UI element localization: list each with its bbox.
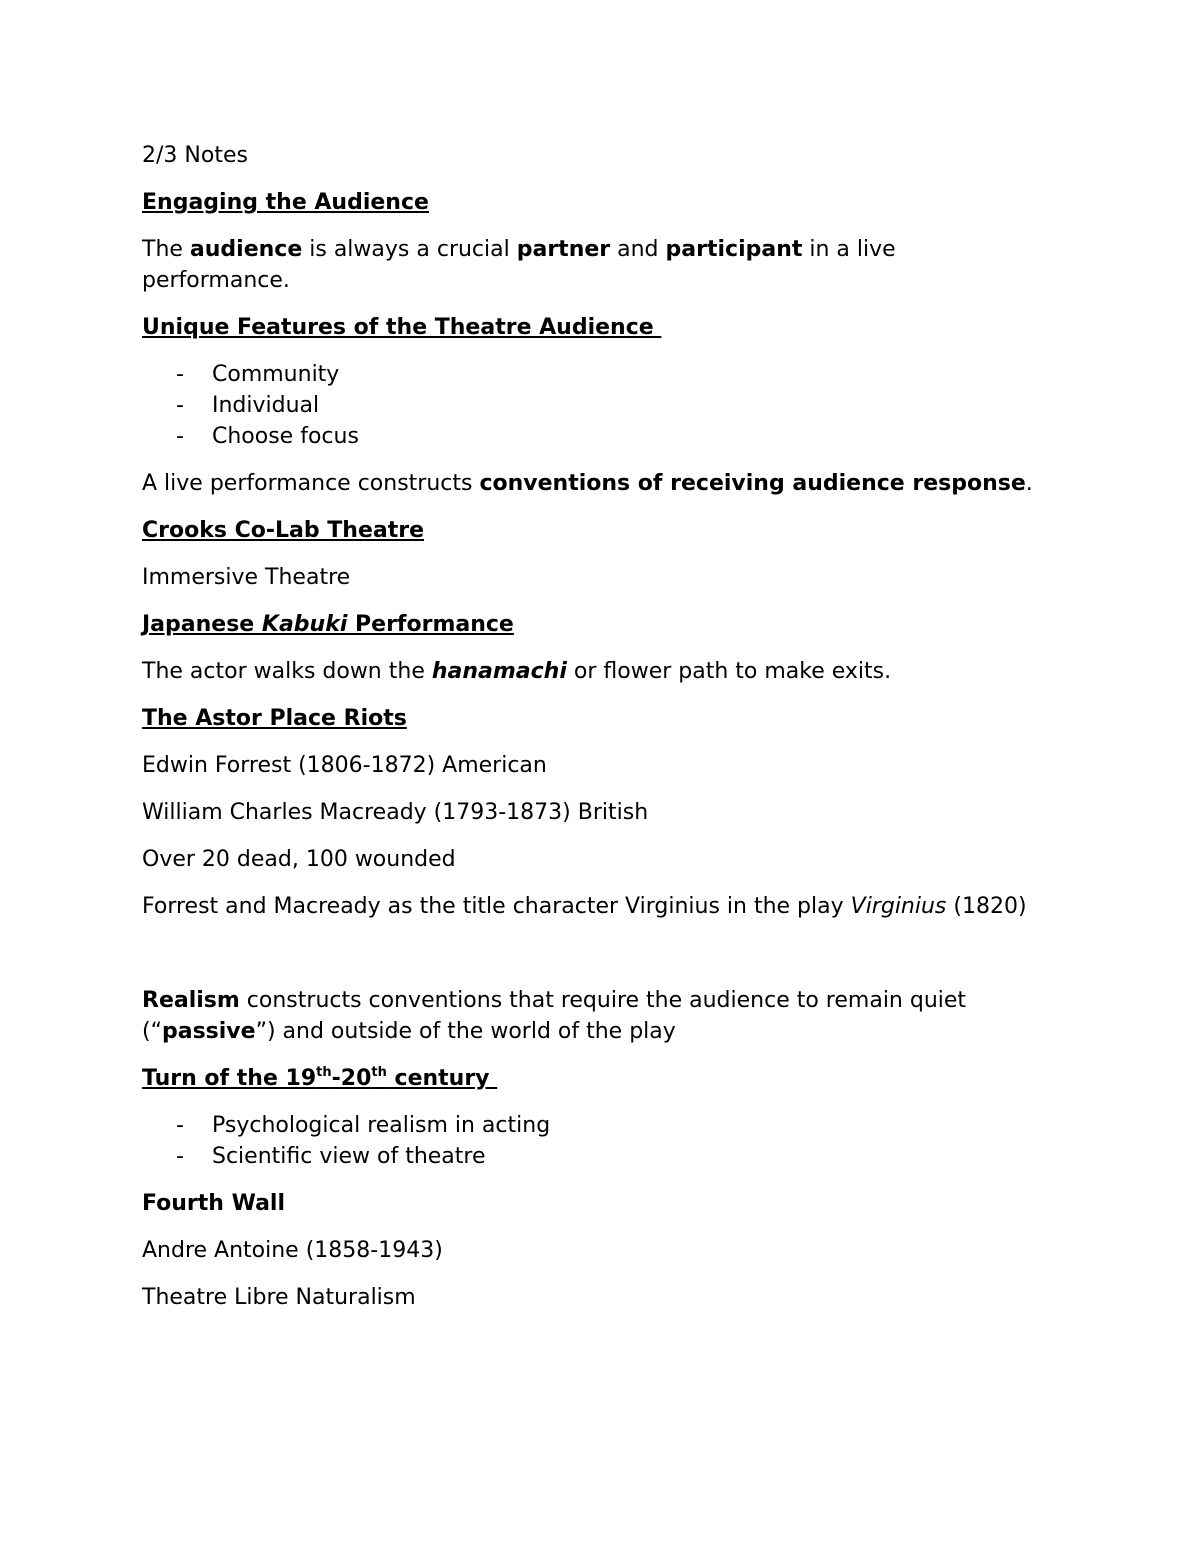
paragraph-immersive: Immersive Theatre	[142, 565, 351, 590]
list-item	[142, 1110, 1042, 1141]
bold-term-conventions: conventions of receiving audience response	[479, 471, 1026, 496]
text-run: or flower path to make exits.	[566, 659, 892, 684]
paragraph-conventions	[142, 468, 1042, 499]
heading-engaging-audience: Engaging the Audience	[142, 190, 429, 215]
dash-bullet: -	[176, 362, 184, 387]
paragraph-macready: William Charles Macready (1793-1873) British	[142, 800, 649, 825]
text-run: Performance	[347, 612, 514, 637]
turn-of-century-list	[142, 1110, 1042, 1172]
paragraph-virginius	[142, 891, 1042, 922]
heading-astor-place: The Astor Place Riots	[142, 706, 407, 731]
paragraph-theatre-libre: Theatre Libre Naturalism	[142, 1285, 416, 1310]
text-run: in a live performance.	[142, 237, 896, 293]
bold-term-partner: partner	[516, 237, 611, 262]
heading-turn-of-century	[142, 1063, 1042, 1094]
superscript: th	[316, 1065, 332, 1080]
text-run: is always a crucial	[302, 237, 517, 262]
text-run: The	[142, 237, 190, 262]
list-item	[142, 359, 1042, 390]
list-item-text: Individual	[212, 393, 320, 418]
document-page	[142, 140, 1042, 1329]
text-run: constructs conventions that require the audience to remain quiet (“	[142, 988, 967, 1044]
paragraph-antoine: Andre Antoine (1858-1943)	[142, 1238, 443, 1263]
list-item	[142, 390, 1042, 421]
list-item	[142, 1141, 1042, 1172]
text-run: (1820)	[946, 894, 1027, 919]
dash-bullet: -	[176, 1113, 184, 1138]
dash-bullet: -	[176, 424, 184, 449]
text-run: Forrest and Macready as the title character Virginius in the play	[142, 894, 851, 919]
heading-fourth-wall: Fourth Wall	[142, 1191, 286, 1216]
heading-crooks-colab: Crooks Co-Lab Theatre	[142, 518, 424, 543]
list-item-text: Scientific view of theatre	[212, 1144, 486, 1169]
bold-term-audience: audience	[189, 237, 303, 262]
superscript: th	[371, 1065, 387, 1080]
text-run: .	[1025, 471, 1033, 496]
date-line: 2/3 Notes	[142, 143, 248, 168]
paragraph-forrest: Edwin Forrest (1806-1872) American	[142, 753, 547, 778]
list-item	[142, 421, 1042, 452]
bold-term-participant: participant	[665, 237, 803, 262]
text-run: -20	[331, 1066, 372, 1091]
bold-term-realism: Realism	[142, 988, 240, 1013]
list-item-text: Choose focus	[212, 424, 359, 449]
dash-bullet: -	[176, 1144, 184, 1169]
text-run: Turn of the 19	[142, 1066, 317, 1091]
paragraph-realism	[142, 985, 1042, 1047]
paragraph-casualties: Over 20 dead, 100 wounded	[142, 847, 456, 872]
text-run: A live performance constructs	[142, 471, 480, 496]
bold-term-passive: passive	[161, 1019, 256, 1044]
paragraph-audience-partner	[142, 234, 1042, 296]
text-run: The actor walks down the	[142, 659, 432, 684]
text-run: Japanese	[142, 612, 262, 637]
text-run: ”) and outside of the world of the play	[255, 1019, 676, 1044]
unique-features-list	[142, 359, 1042, 452]
italic-title-virginius: Virginius	[850, 894, 947, 919]
heading-kabuki	[142, 609, 1042, 640]
blank-line	[142, 938, 1042, 985]
dash-bullet: -	[176, 393, 184, 418]
paragraph-hanamachi	[142, 656, 1042, 687]
list-item-text: Psychological realism in acting	[212, 1113, 551, 1138]
text-run: century	[386, 1066, 498, 1091]
text-run: and	[610, 237, 666, 262]
list-item-text: Community	[212, 362, 340, 387]
italic-term-kabuki: Kabuki	[261, 612, 348, 637]
bold-italic-term-hanamachi: hanamachi	[431, 659, 567, 684]
heading-unique-features: Unique Features of the Theatre Audience	[142, 315, 662, 340]
